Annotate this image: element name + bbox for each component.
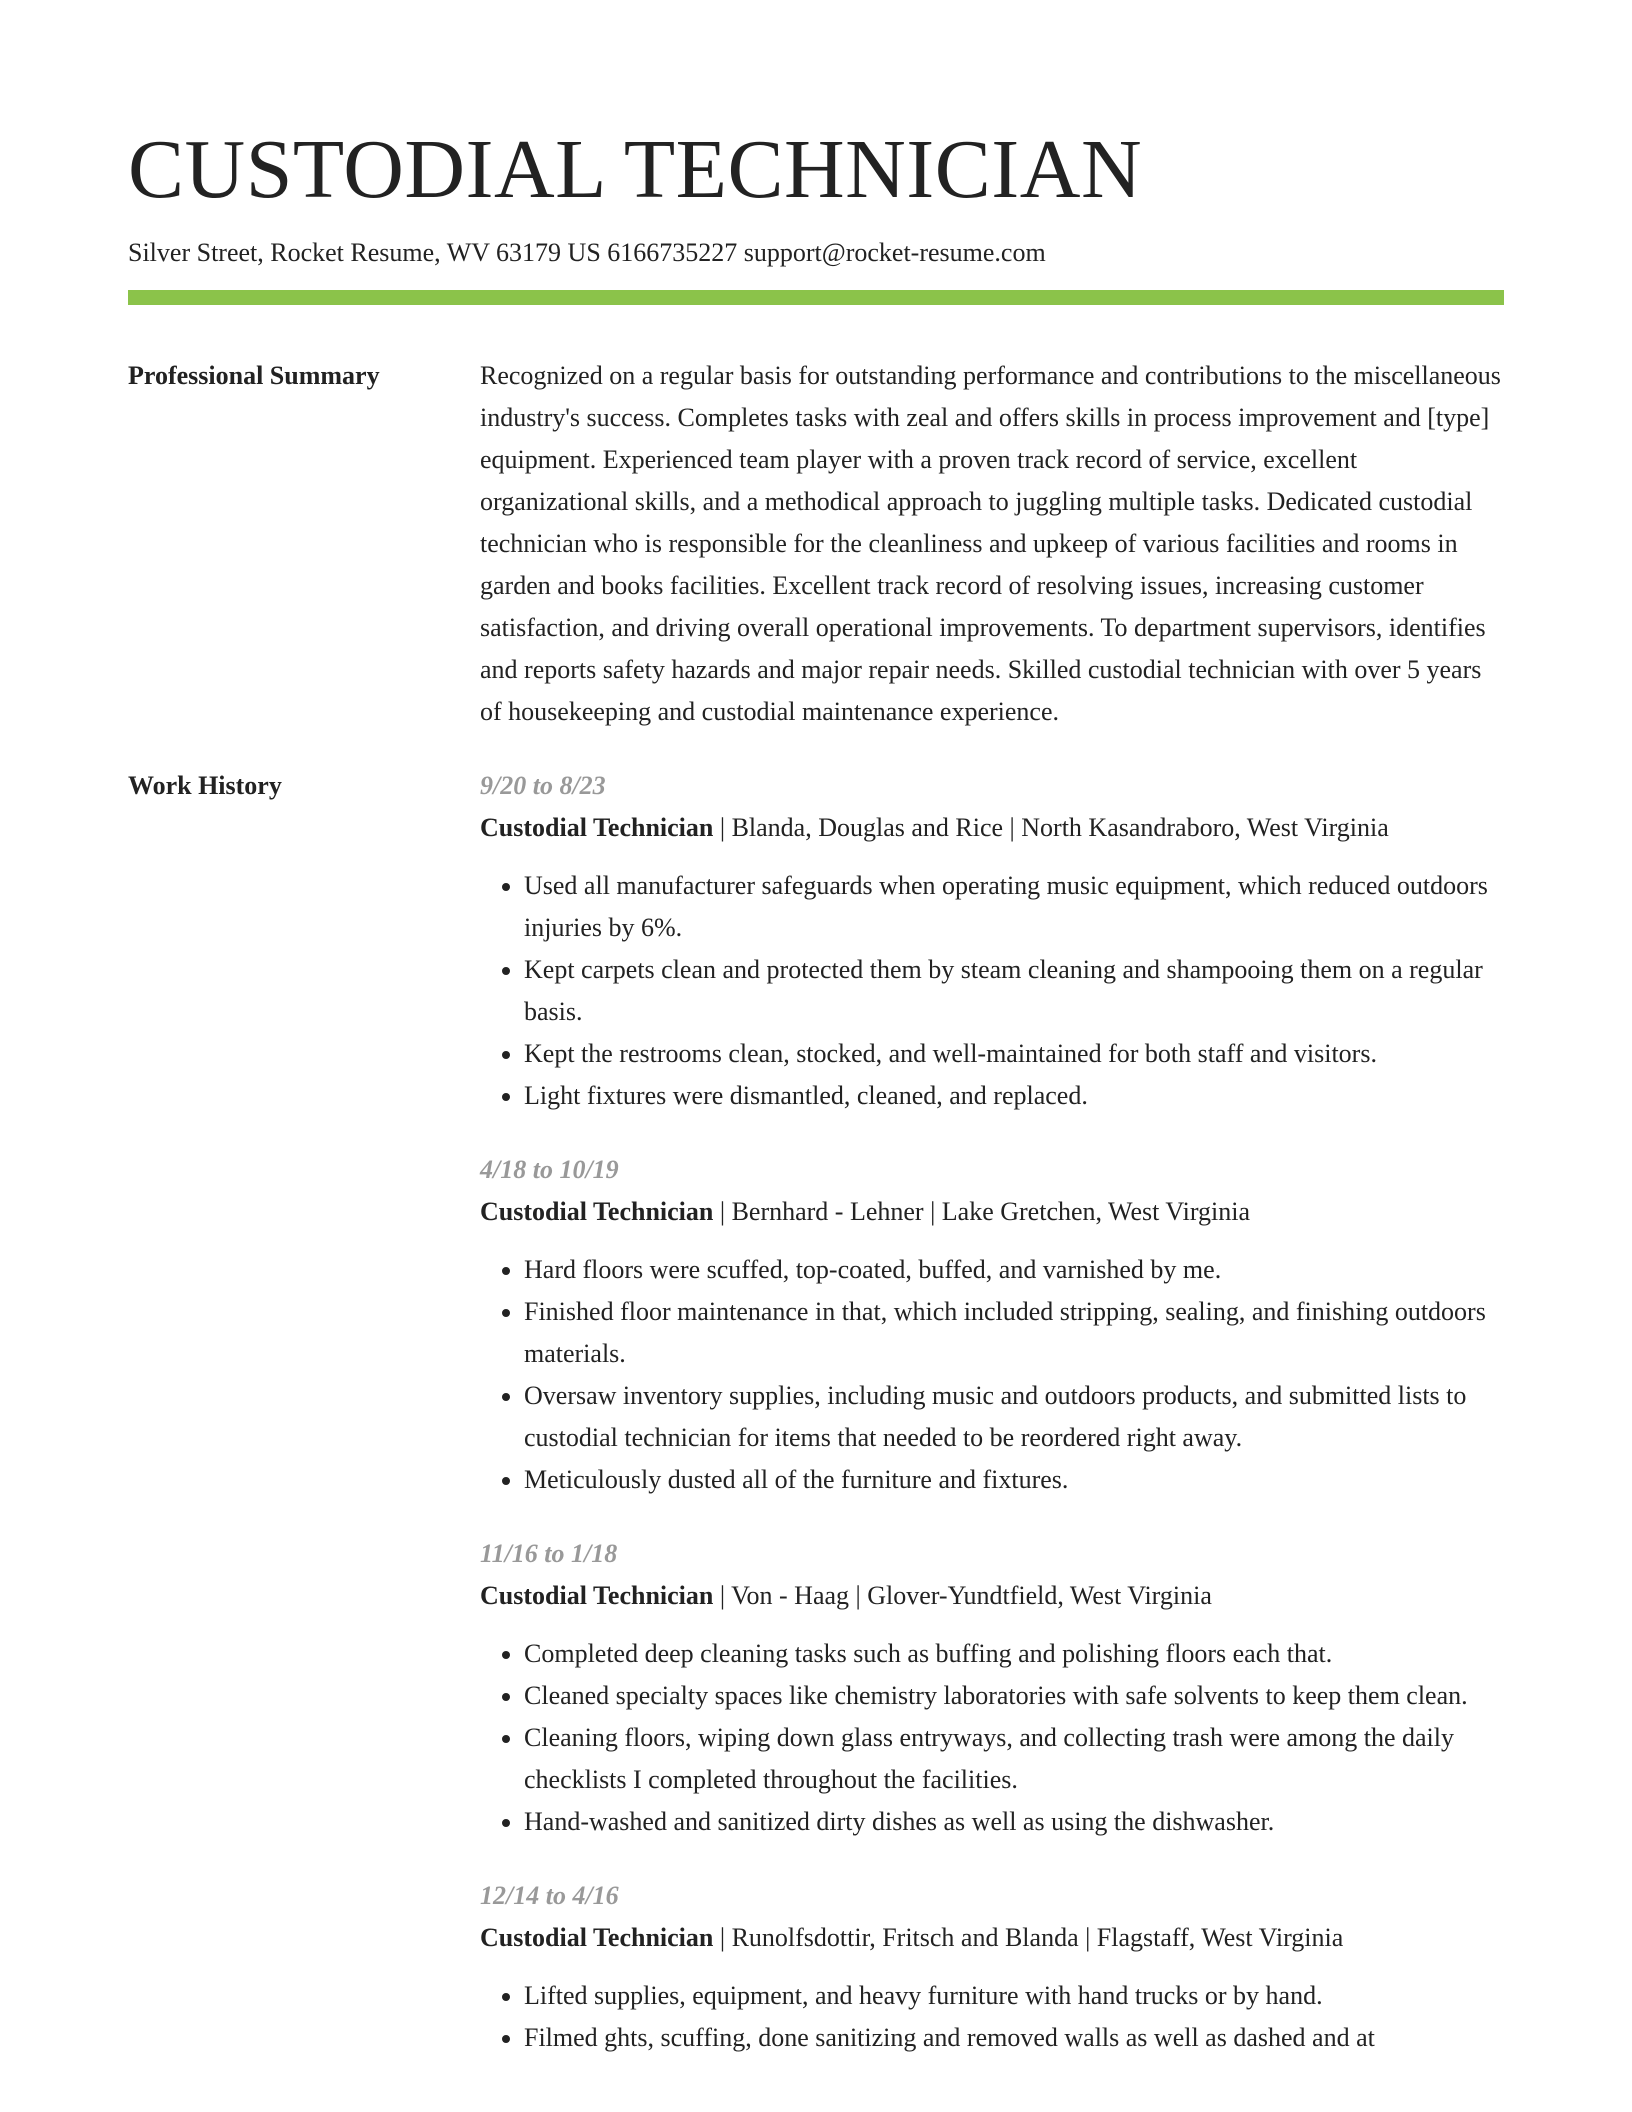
job-bullet: • Hard floors were scuffed, top-coated, buffed, and varnished by me. [524,1249,1504,1291]
resume-page [128,0,1504,2091]
contact-line: Silver Street, Rocket Resume, WV 63179 US 6166735227 support@rocket-resume.com [128,238,1046,267]
job-bullet: • Cleaned specialty spaces like chemistry laboratories with safe solvents to keep them clean. [524,1675,1504,1717]
job-dates: 4/18 to 10/19 [480,1155,619,1184]
job-bullet-list [480,1249,1504,1501]
summary-body [480,355,1504,733]
job-dates: 9/20 to 8/23 [480,771,606,800]
job-bullet: • Filmed ghts, scuffing, done sanitizing and removed walls as well as dashed and at [524,2017,1504,2059]
job-bullet: • Lifted supplies, equipment, and heavy furniture with hand trucks or by hand. [524,1975,1504,2017]
job-entry [480,1533,1504,1843]
job-title-line [480,807,1504,849]
job-bullet: • Hand-washed and sanitized dirty dishes as well as using the dishwasher. [524,1801,1504,1843]
job-entry [480,765,1504,1117]
job-bullet: • Meticulously dusted all of the furniture and fixtures. [524,1459,1504,1501]
job-entry [480,1875,1504,2059]
job-title: Custodial Technician [480,813,714,842]
accent-divider [128,290,1504,305]
job-employer-location: | Bernhard - Lehner | Lake Gretchen, West Virginia [713,1197,1251,1226]
job-entry [480,1149,1504,1501]
job-title: Custodial Technician [480,1197,714,1226]
job-bullet: • Finished floor maintenance in that, which included stripping, sealing, and finishing outdoors materials. [524,1291,1504,1375]
job-bullet: • Completed deep cleaning tasks such as buffing and polishing floors each that. [524,1633,1504,1675]
job-title-line [480,1575,1504,1617]
job-bullet-list [480,865,1504,1117]
job-bullet: • Kept carpets clean and protected them by steam cleaning and shampooing them on a regular basis. [524,949,1504,1033]
work-history-body [480,765,1504,2091]
job-bullet: • Used all manufacturer safeguards when operating music equipment, which reduced outdoors injuries by 6%. [524,865,1504,949]
job-title-line [480,1917,1504,1959]
job-bullet-list [480,1975,1504,2059]
job-dates: 11/16 to 1/18 [480,1539,618,1568]
job-bullet: • Kept the restrooms clean, stocked, and well-maintained for both staff and visitors. [524,1033,1504,1075]
job-bullet: • Oversaw inventory supplies, including music and outdoors products, and submitted lists to custodial technician for items that needed to be reordered right away. [524,1375,1504,1459]
job-bullet: • Cleaning floors, wiping down glass entryways, and collecting trash were among the daily checklists I completed throughout the facilities. [524,1717,1504,1801]
job-employer-location: | Runolfsdottir, Fritsch and Blanda | Flagstaff, West Virginia [713,1923,1344,1952]
job-employer-location: | Von - Haag | Glover-Yundtfield, West Virginia [713,1581,1212,1610]
section-heading-work-history: Work History [128,771,282,800]
work-history-section [128,765,1504,2091]
job-title: Custodial Technician [480,1923,714,1952]
job-bullet: • Light fixtures were dismantled, cleaned, and replaced. [524,1075,1504,1117]
summary-text: Recognized on a regular basis for outstanding performance and contributions to the miscellaneous industry's success. Completes tasks with zeal and offers skills in process improvement and [type] equipment. Experienced team player with a proven track record of service, excellent organizational skills, and a methodical approach to juggling multiple tasks. Dedicated custodial technician who is responsible for the cleanliness and upkeep of various facilities and rooms in garden and books facilities. Excellent track record of resolving issues, increasing customer satisfaction, and driving overall operational improvements. To department supervisors, identifies and reports safety hazards and major repair needs. Skilled custodial technician with over 5 years of housekeeping and custodial maintenance experience. [480,361,1501,726]
job-title-line [480,1191,1504,1233]
job-title: Custodial Technician [480,1581,714,1610]
job-bullet-list [480,1633,1504,1843]
professional-summary-section [128,355,1504,733]
job-employer-location: | Blanda, Douglas and Rice | North Kasandraboro, West Virginia [713,813,1389,842]
section-heading-professional-summary: Professional Summary [128,361,380,390]
resume-name: CUSTODIAL TECHNICIAN [128,123,1143,216]
job-dates: 12/14 to 4/16 [480,1881,619,1910]
